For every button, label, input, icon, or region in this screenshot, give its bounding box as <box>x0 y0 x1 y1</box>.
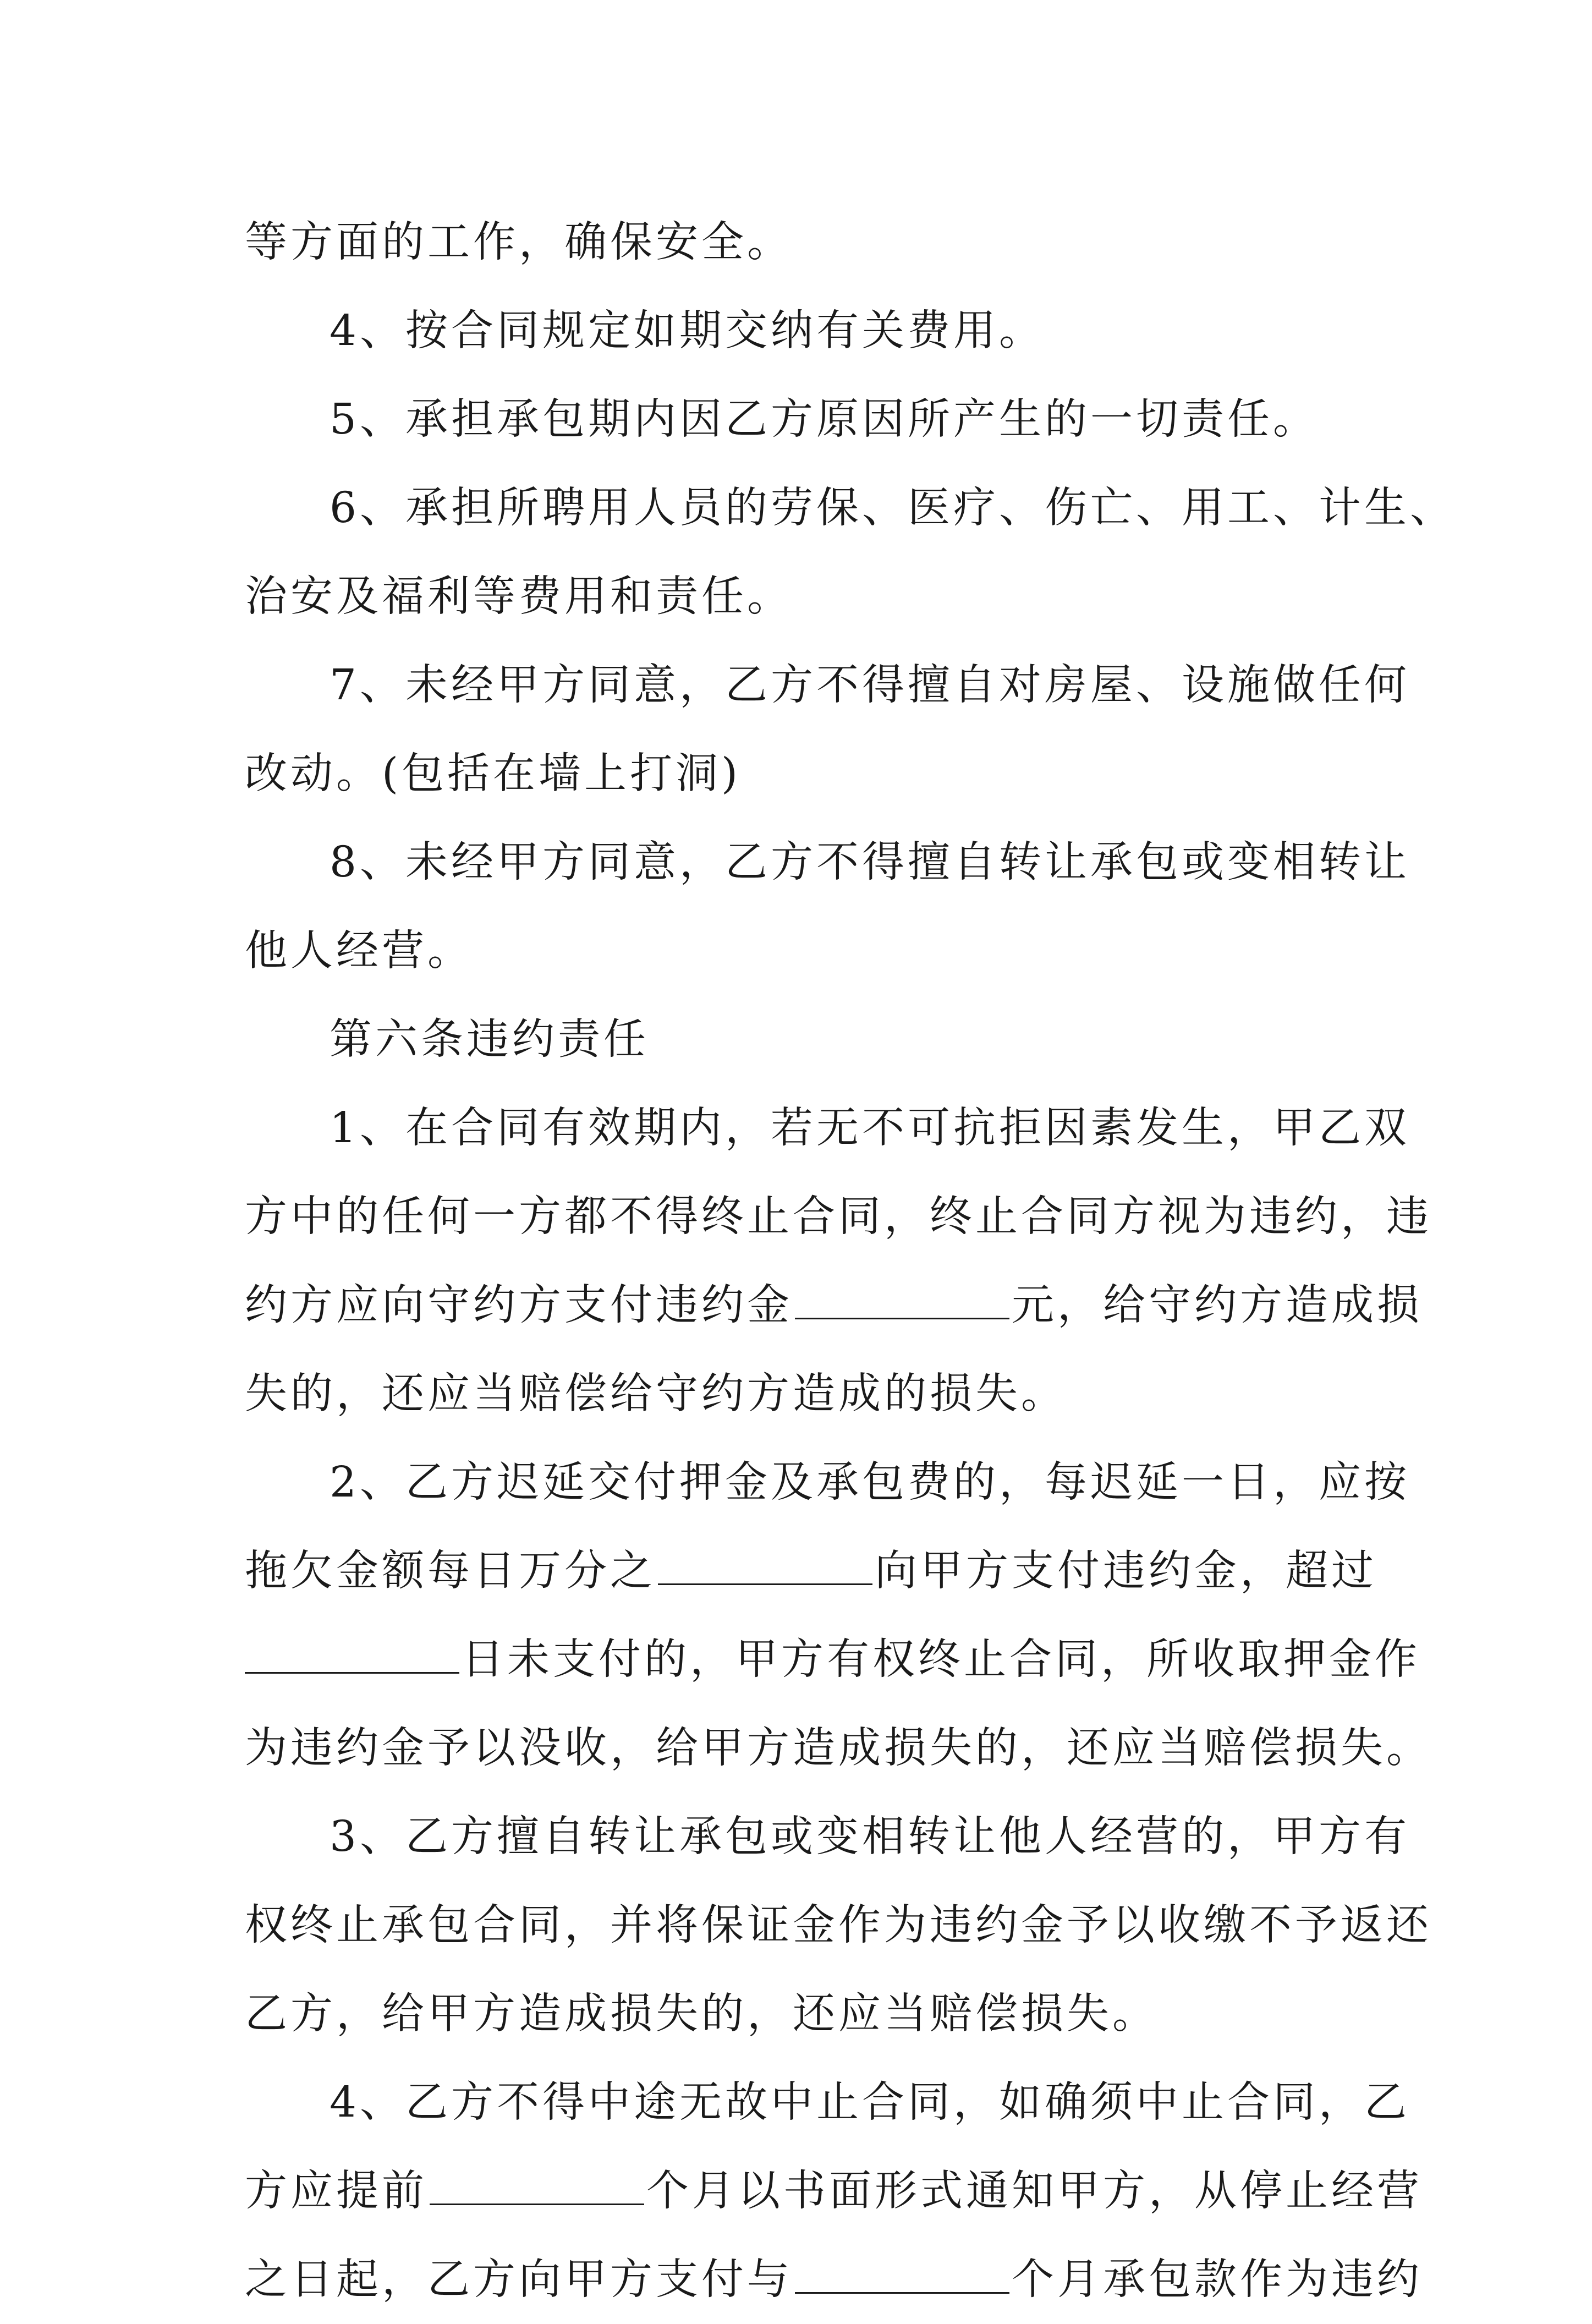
text-segment: 日未支付的，甲方有权终止合同，所收取押金作 <box>462 1635 1420 1684</box>
clause-8-cont: 他人经营。 <box>245 927 473 975</box>
document-body <box>245 198 1456 2324</box>
liability-1-amount-line <box>245 1261 1423 1350</box>
liability-4-notice-line <box>245 2147 1423 2235</box>
text-segment: 拖欠金额每日万分之 <box>245 1547 656 1596</box>
text-segment: 之日起，乙方向甲方支付与 <box>245 2255 793 2304</box>
clause-8: 8、未经甲方同意，乙方不得擅自转让承包或变相转让 <box>330 838 1410 887</box>
liability-1-cont: 方中的任何一方都不得终止合同，终止合同方视为违约，违 <box>245 1192 1432 1241</box>
section-heading: 第六条违约责任 <box>330 1015 649 1064</box>
text-segment: 向甲方支付违约金，超过 <box>875 1547 1377 1596</box>
liability-3: 3、乙方擅自转让承包或变相转让他人经营的，甲方有 <box>330 1812 1410 1861</box>
liability-2-end: 为违约金予以没收，给甲方造成损失的，还应当赔偿损失。 <box>245 1724 1432 1773</box>
clause-6-cont: 治安及福利等费用和责任。 <box>245 572 793 621</box>
liability-4-payment-line <box>245 2235 1423 2324</box>
clause-7: 7、未经甲方同意，乙方不得擅自对房屋、设施做任何 <box>330 661 1410 710</box>
liability-4: 4、乙方不得中途无故中止合同，如确须中止合同，乙 <box>330 2078 1410 2127</box>
fill-in-blank <box>658 1550 872 1585</box>
liability-1: 1、在合同有效期内，若无不可抗拒因素发生，甲乙双 <box>330 1104 1410 1153</box>
text-segment: 元，给守约方造成损 <box>1012 1281 1423 1330</box>
clause-6: 6、承担所聘用人员的劳保、医疗、伤亡、用工、计生、 <box>330 484 1456 533</box>
fill-in-blank <box>795 1285 1009 1319</box>
clause-5: 5、承担承包期内因乙方原因所产生的一切责任。 <box>330 395 1319 444</box>
liability-2: 2、乙方迟延交付押金及承包费的，每迟延一日，应按 <box>330 1458 1410 1507</box>
text-line: 等方面的工作，确保安全。 <box>245 218 793 267</box>
fill-in-blank <box>430 2170 644 2205</box>
liability-2-days-line <box>245 1615 1420 1704</box>
liability-2-rate-line <box>245 1527 1377 1615</box>
liability-3-end: 乙方，给甲方造成损失的，还应当赔偿损失。 <box>245 1989 1158 2038</box>
text-segment: 个月以书面形式通知甲方，从停止经营 <box>646 2167 1423 2216</box>
liability-3-cont: 权终止承包合同，并将保证金作为违约金予以收缴不予返还 <box>245 1901 1432 1950</box>
text-segment: 约方应向守约方支付违约金 <box>245 1281 793 1330</box>
fill-in-blank <box>245 1639 459 1674</box>
fill-in-blank <box>795 2259 1009 2294</box>
liability-1-end: 失的，还应当赔偿给守约方造成的损失。 <box>245 1369 1067 1418</box>
text-segment: 方应提前 <box>245 2167 427 2216</box>
clause-4: 4、按合同规定如期交纳有关费用。 <box>330 306 1045 355</box>
clause-7-cont: 改动。(包括在墙上打洞) <box>245 749 742 798</box>
text-segment: 个月承包款作为违约 <box>1012 2255 1423 2304</box>
